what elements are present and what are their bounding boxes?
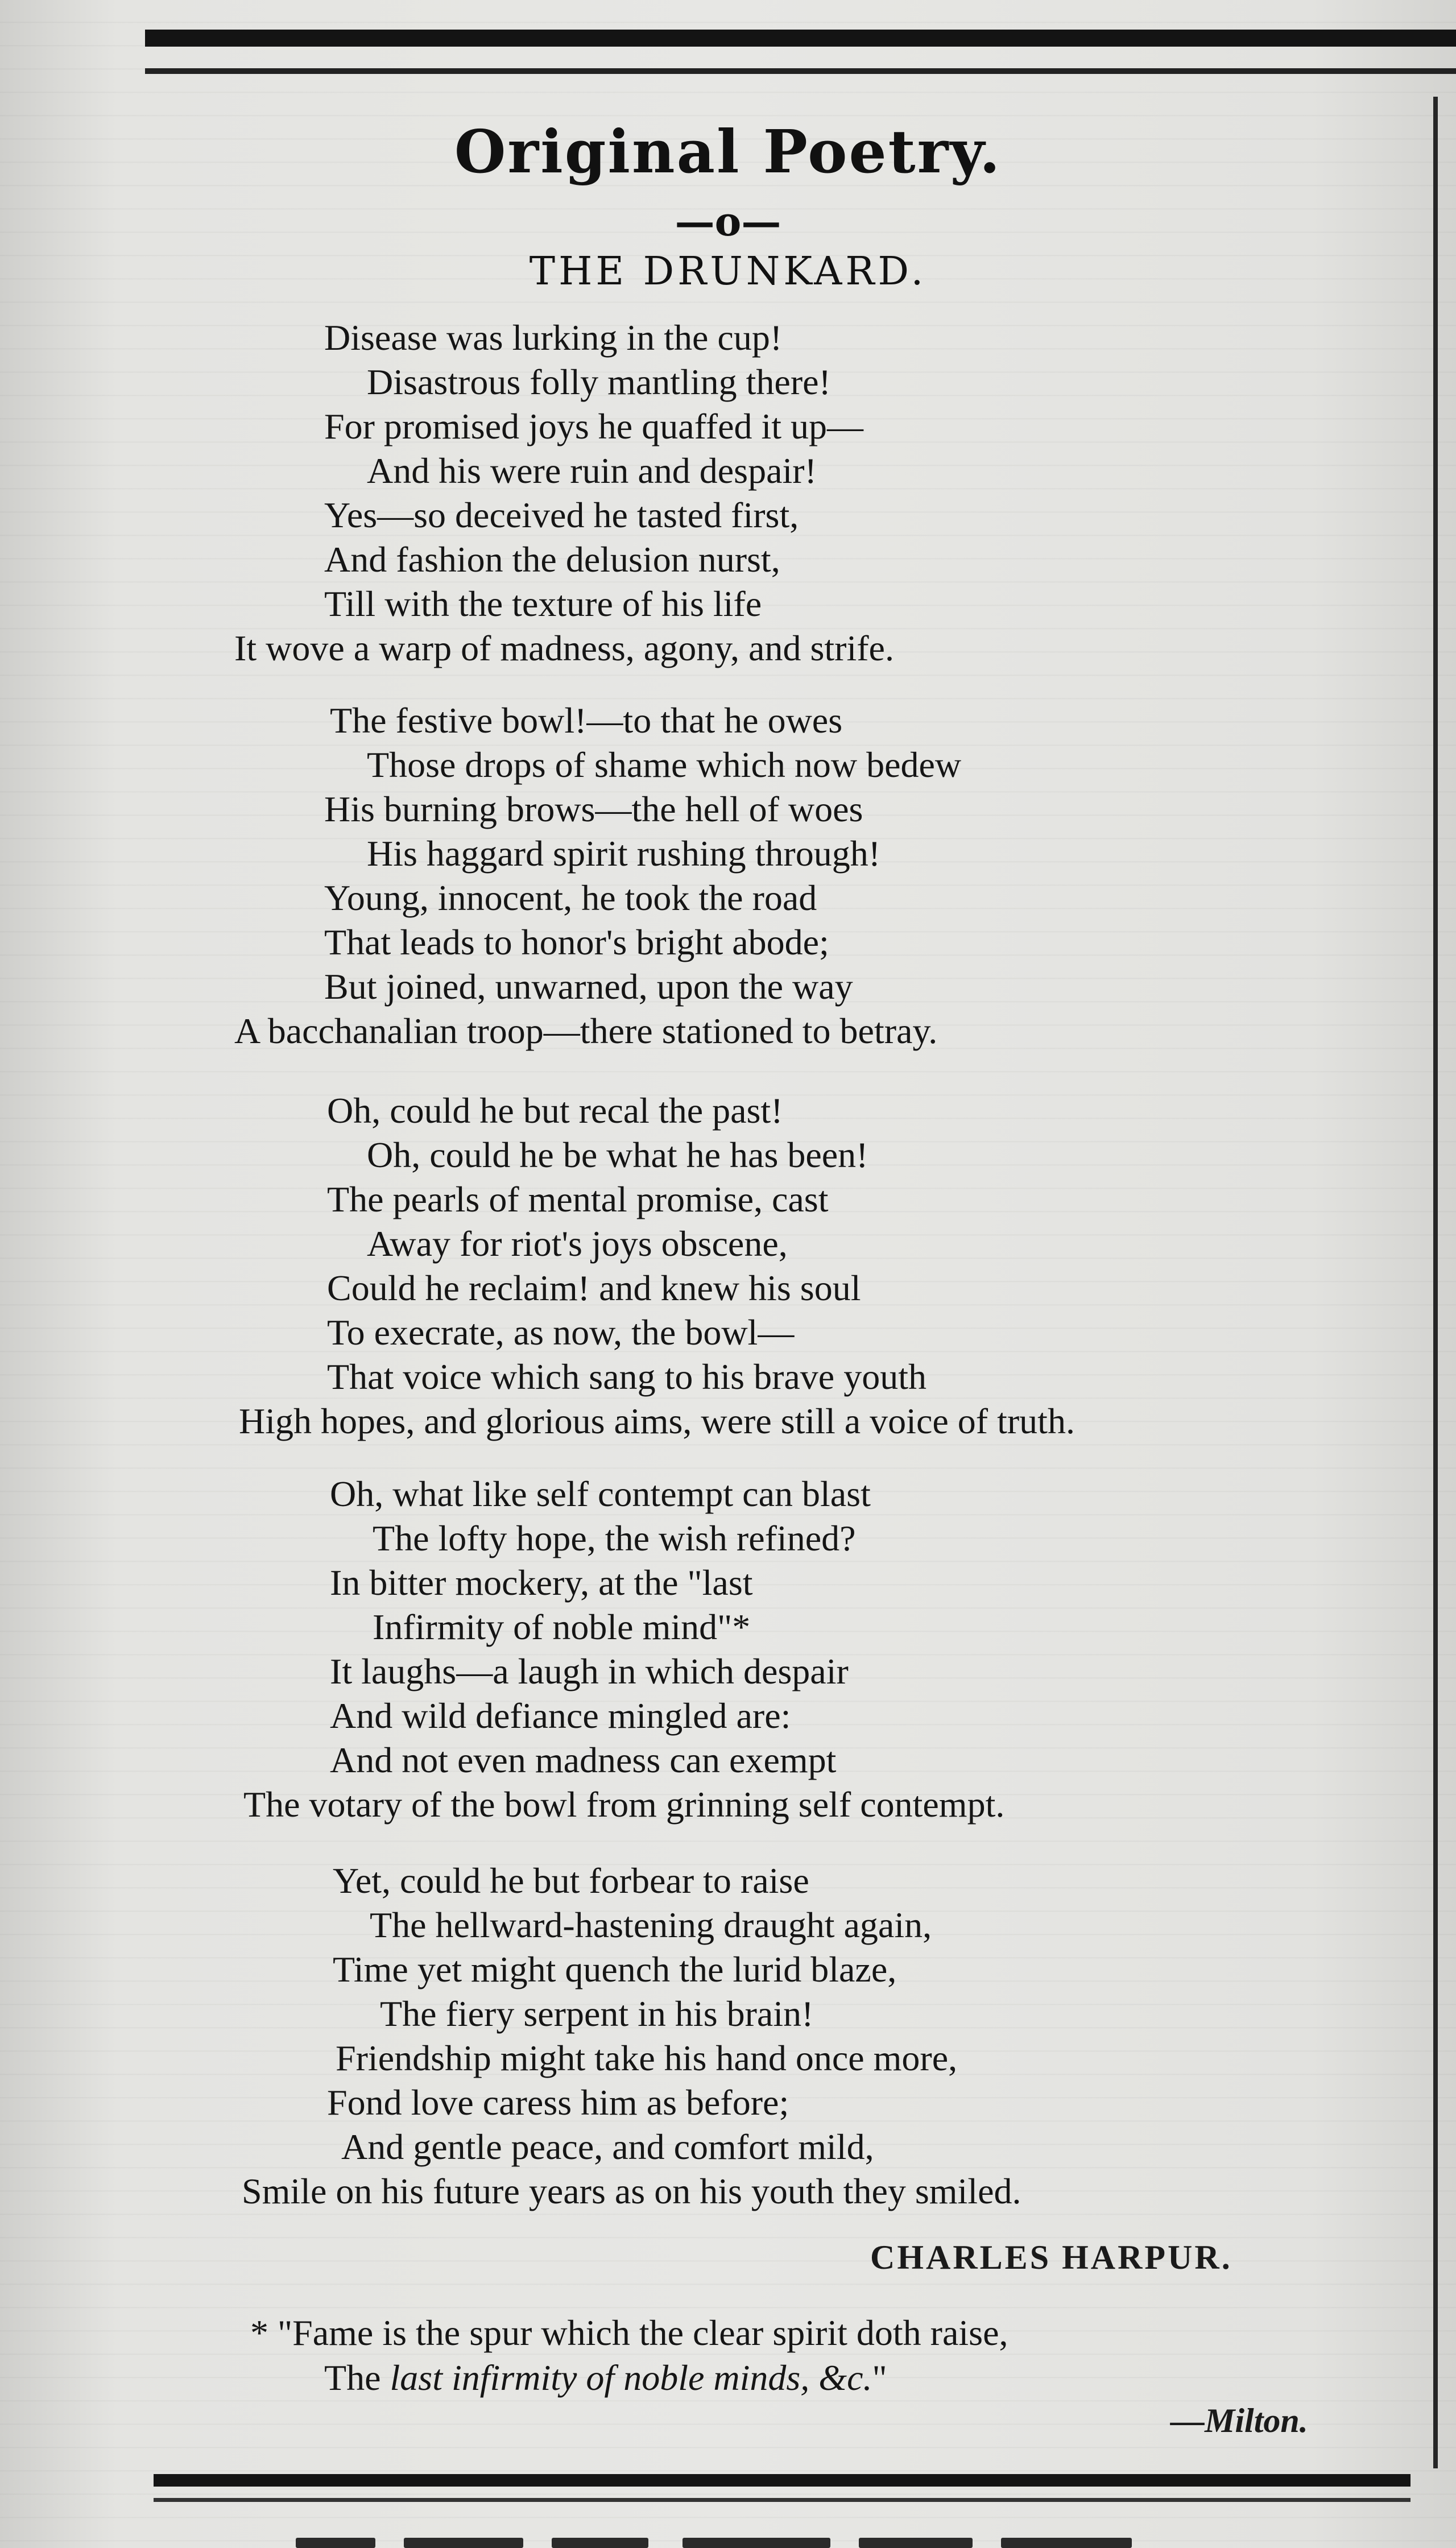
poem-line: Could he reclaim! and knew his soul bbox=[327, 1268, 861, 1308]
poem-line: Infirmity of noble mind"* bbox=[373, 1607, 751, 1647]
bottom-rule-thin bbox=[154, 2498, 1410, 2502]
poem-line: The votary of the bowl from grinning self contempt. bbox=[243, 1784, 1005, 1825]
poem-line: Disastrous folly mantling there! bbox=[367, 362, 831, 402]
poem-line: Time yet might quench the lurid blaze, bbox=[333, 1949, 897, 1989]
poem-line: And fashion the delusion nurst, bbox=[324, 539, 780, 580]
next-article-cutoff bbox=[296, 2525, 1149, 2548]
poem-line: Till with the texture of his life bbox=[324, 584, 762, 624]
poem-line: Oh, could he but recal the past! bbox=[327, 1090, 783, 1131]
footnote-line-2-start: The bbox=[324, 2357, 390, 2398]
poem-line: And his were ruin and despair! bbox=[367, 450, 817, 491]
poem-line: For promised joys he quaffed it up— bbox=[324, 406, 864, 446]
poem-line: And gentle peace, and comfort mild, bbox=[341, 2127, 874, 2167]
poem-line: High hopes, and glorious aims, were still a voice of truth. bbox=[239, 1401, 1075, 1441]
footnote-line-2 bbox=[324, 2357, 887, 2399]
section-header: Original Poetry. bbox=[454, 117, 1002, 187]
poem-line: Oh, could he be what he has been! bbox=[367, 1135, 868, 1175]
footnote-attribution: —Milton. bbox=[1170, 2402, 1308, 2439]
poem-line: To execrate, as now, the bowl— bbox=[327, 1312, 795, 1352]
poem-line: His haggard spirit rushing through! bbox=[367, 833, 880, 874]
poem-line: The lofty hope, the wish refined? bbox=[373, 1518, 856, 1558]
poem-line: Those drops of shame which now bedew bbox=[367, 744, 962, 785]
poem-line: Fond love caress him as before; bbox=[327, 2082, 789, 2123]
poem-line: The fiery serpent in his brain! bbox=[380, 1993, 814, 2034]
footnote-line-1: * "Fame is the spur which the clear spirit doth raise, bbox=[250, 2313, 1008, 2353]
footnote-quote-italic: last infirmity of noble minds, &c. bbox=[390, 2357, 872, 2398]
poem-line: Disease was lurking in the cup! bbox=[324, 317, 783, 358]
poem-line: The festive bowl!—to that he owes bbox=[330, 700, 843, 741]
ornament-separator: —o— bbox=[675, 198, 781, 245]
poem-line: The pearls of mental promise, cast bbox=[327, 1179, 829, 1219]
poem-line: Yet, could he but forbear to raise bbox=[333, 1860, 809, 1901]
poem-line: That leads to honor's bright abode; bbox=[324, 922, 829, 962]
poem-line: That voice which sang to his brave youth bbox=[327, 1356, 926, 1397]
poem-title: THE DRUNKARD. bbox=[529, 249, 927, 294]
poem-line: A bacchanalian troop—there stationed to betray. bbox=[234, 1011, 938, 1051]
bottom-rule bbox=[154, 2474, 1410, 2487]
poem-line: Away for riot's joys obscene, bbox=[367, 1223, 788, 1264]
poem-line: It wove a warp of madness, agony, and strife. bbox=[234, 628, 894, 668]
poem-line: Friendship might take his hand once more, bbox=[336, 2038, 958, 2078]
poem-line: Oh, what like self contempt can blast bbox=[330, 1474, 871, 1514]
poem-line: Young, innocent, he took the road bbox=[324, 878, 817, 918]
poem-line: Smile on his future years as on his youth they smiled. bbox=[242, 2171, 1021, 2211]
author-signature: CHARLES HARPUR. bbox=[870, 2239, 1232, 2276]
poem-line: His burning brows—the hell of woes bbox=[324, 789, 863, 829]
poem-line: It laughs—a laugh in which despair bbox=[330, 1651, 849, 1691]
poem-line: But joined, unwarned, upon the way bbox=[324, 966, 853, 1007]
footnote-line-2-end: " bbox=[872, 2357, 887, 2398]
poem-line: And not even madness can exempt bbox=[330, 1740, 837, 1780]
poem-line: And wild defiance mingled are: bbox=[330, 1695, 791, 1736]
poem-line: In bitter mockery, at the "last bbox=[330, 1562, 753, 1603]
poem-line: Yes—so deceived he tasted first, bbox=[324, 495, 799, 535]
poem-line: The hellward-hastening draught again, bbox=[370, 1905, 932, 1945]
